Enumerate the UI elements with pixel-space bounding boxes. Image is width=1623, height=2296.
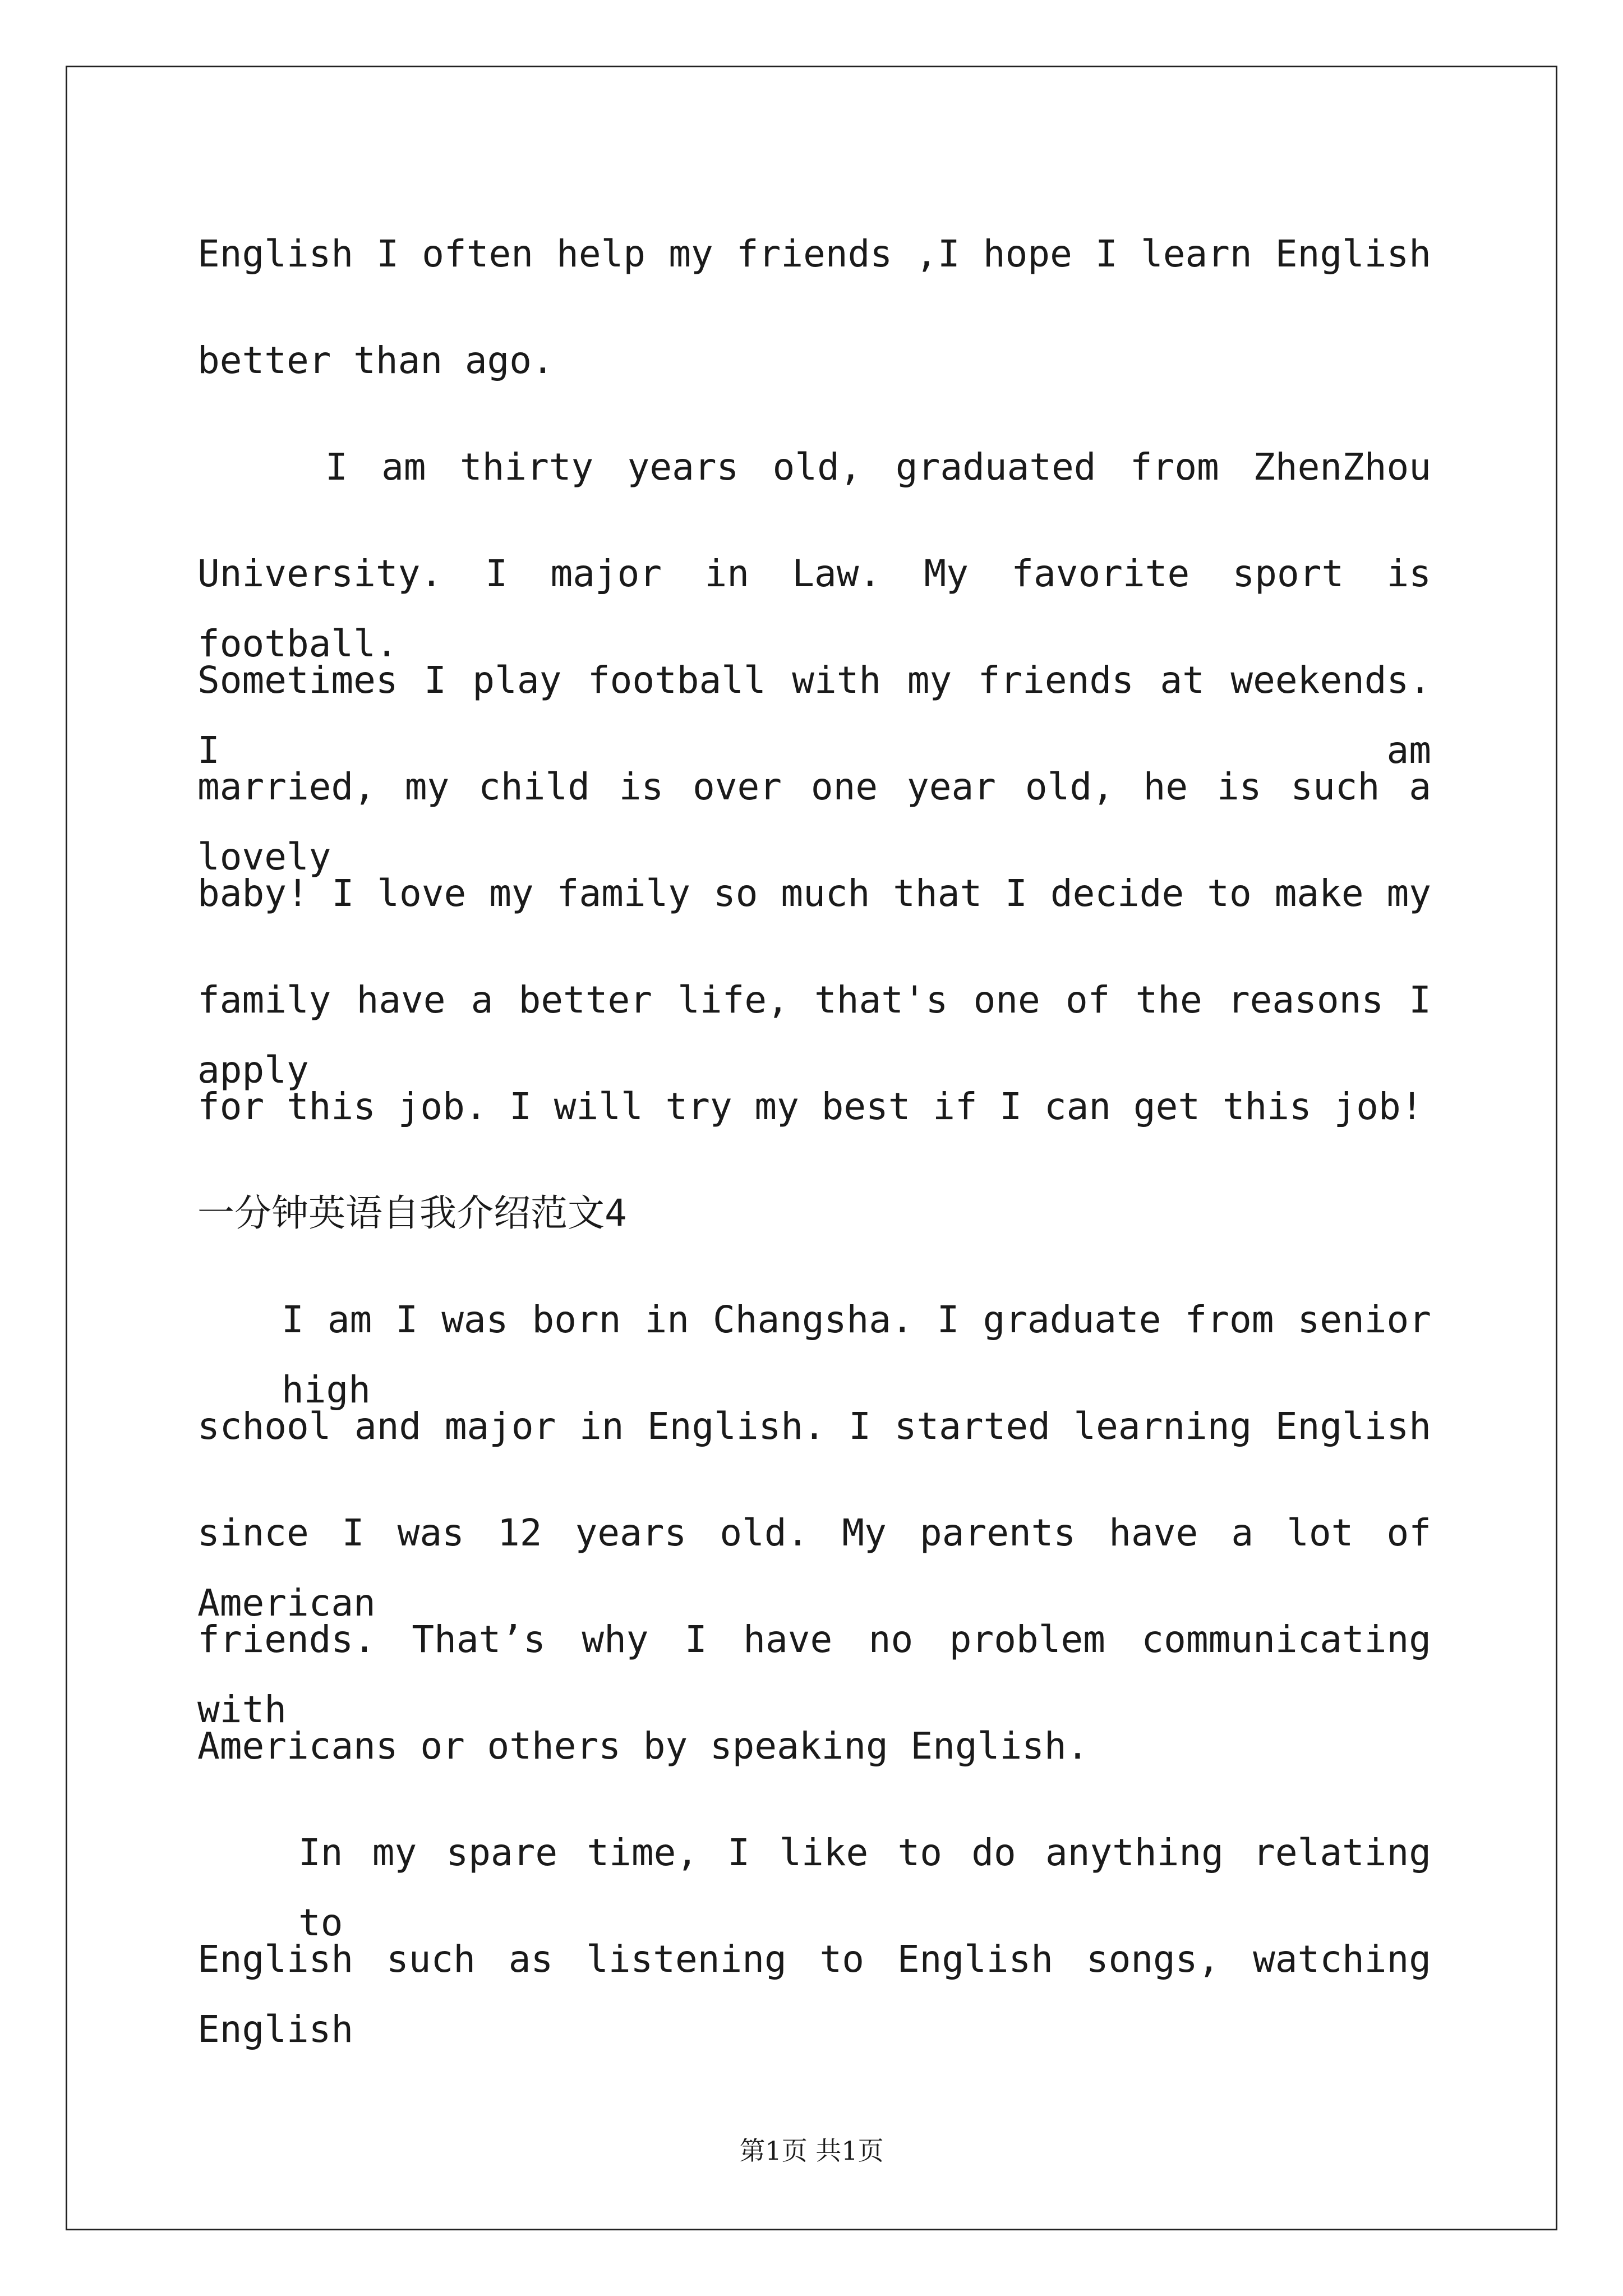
page-footer: [0, 2131, 1623, 2168]
page-number-label: 第1页 共1页: [739, 2136, 884, 2166]
document-body: [197, 219, 1431, 2051]
text-line: family have a better life, that's one of the reasons I apply: [197, 978, 1431, 1092]
text-line: I am thirty years old, graduated from ZhenZhou: [325, 445, 1431, 489]
text-line: since I was 12 years old. My parents have a lot of American: [197, 1511, 1431, 1625]
text-line: school and major in English. I started learning English: [197, 1405, 1431, 1448]
text-line: Sometimes I play football with my friends at weekends. I am: [197, 659, 1431, 772]
text-line: for this job. I will try my best if I can get this job!: [197, 1085, 1423, 1128]
text-line: English such as listening to English songs, watching English: [197, 1938, 1431, 2051]
text-line: friends. That’s why I have no problem communicating with: [197, 1618, 1431, 1731]
section-heading: 一分钟英语自我介绍范文4: [197, 1191, 627, 1235]
text-line: better than ago.: [197, 339, 554, 382]
text-line: In my spare time, I like to do anything relating to: [298, 1831, 1431, 1944]
text-line: baby! I love my family so much that I decide to make my: [197, 872, 1431, 915]
text-line: I am I was born in Changsha. I graduate from senior high: [282, 1298, 1431, 1411]
text-line: English I often help my friends ,I hope I learn English: [197, 232, 1431, 275]
text-line: Americans or others by speaking English.: [197, 1724, 1089, 1768]
text-line: married, my child is over one year old, he is such a lovely: [197, 765, 1431, 878]
text-line: University. I major in Law. My favorite sport is football.: [197, 552, 1431, 665]
